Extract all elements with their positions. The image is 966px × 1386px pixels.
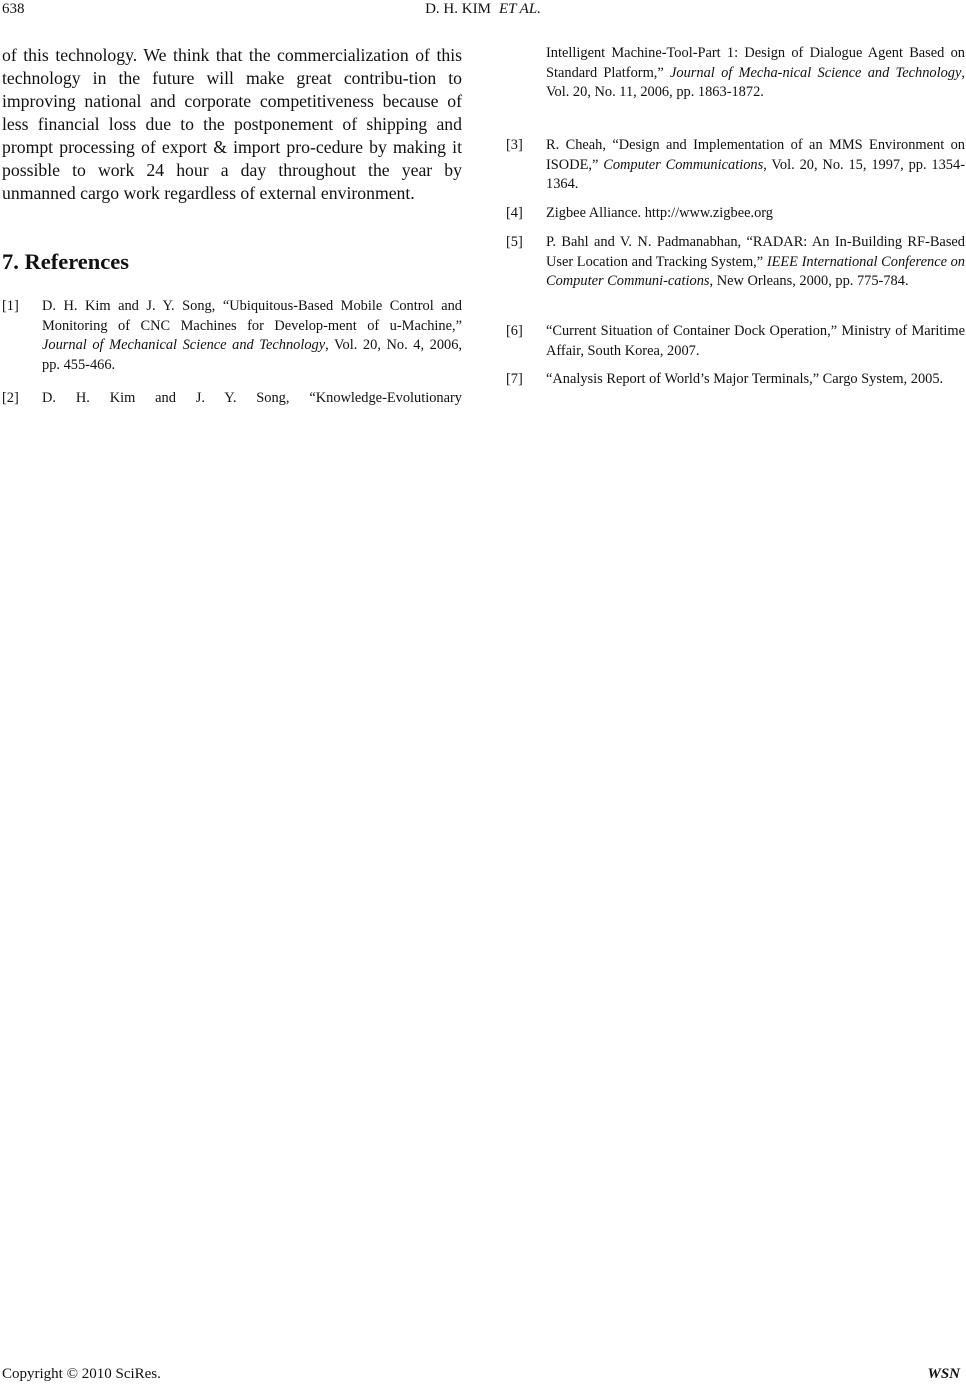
reference-text: “Current Situation of Container Dock Operation,” Ministry of Maritime Affair, South Korea, 2007. [546, 323, 965, 359]
page-number: 638 [2, 1, 25, 17]
reference-2-start [2, 389, 462, 411]
reference-details: , Vol. 20, No. 4, 2006, pp. 455-466. [42, 337, 462, 373]
reference-number: [3] [506, 137, 523, 153]
running-head-authors: D. H. KIM [425, 1, 491, 17]
reference-number: [5] [506, 234, 523, 250]
reference-4 [506, 204, 965, 226]
reference-title-cont: Intelligent Machine-Tool-Part 1: Design of Dialogue Agent Based on Standard Platform,” [546, 45, 965, 81]
body-paragraph: of this technology. We think that the commercialization of this technology in the future will make great contribu-tion to improving national and corporate competitiveness because of less financial loss due to the postponement of shipping and prompt processing of export & import pro-cedure by making it possible to work 24 hour a day throughout the year by unmanned cargo work regardless of external environment. [2, 45, 462, 203]
reference-details: , Vol. 20, No. 15, 1997, pp. 1354-1364. [546, 156, 965, 192]
reference-text [42, 297, 462, 375]
reference-text [546, 136, 965, 195]
running-head-et-al: ET AL. [498, 1, 541, 17]
reference-3 [506, 136, 965, 198]
reference-details: , Vol. 20, No. 11, 2006, pp. 1863-1872. [546, 64, 965, 100]
running-head [0, 1, 966, 18]
reference-text: Zigbee Alliance. http://www.zigbee.org [546, 205, 773, 221]
reference-journal: IEEE International Conference on Computer Communi-cations [546, 253, 966, 289]
reference-authors-title: D. H. Kim and J. Y. Song, “Ubiquitous-Based Mobile Control and Monitoring of CNC Machines for Develop-ment of u-Machine,” [42, 298, 462, 334]
section-title: 7. References [2, 249, 130, 274]
reference-text [546, 233, 965, 292]
reference-number: [1] [2, 298, 19, 314]
reference-number: [2] [2, 390, 19, 406]
reference-text [546, 44, 965, 103]
reference-number: [7] [506, 371, 523, 387]
reference-journal: Journal of Mecha-nical Science and Technology [670, 64, 962, 81]
reference-1 [2, 297, 462, 377]
footer-journal-abbrev: WSN [927, 1366, 960, 1382]
reference-journal: Computer Communications [603, 156, 764, 173]
reference-number: [4] [506, 205, 523, 221]
reference-6 [506, 322, 965, 364]
reference-details: , New Orleans, 2000, pp. 775-784. [709, 273, 909, 289]
reference-2-continued [506, 44, 965, 124]
reference-authors-title: R. Cheah, “Design and Implementation of an MMS Environment on ISODE,” [546, 137, 965, 173]
footer-copyright: Copyright © 2010 SciRes. [2, 1366, 161, 1382]
reference-journal: Journal of Mechanical Science and Technology [42, 337, 326, 353]
reference-number: [6] [506, 323, 523, 339]
reference-text: D. H. Kim and J. Y. Song, “Knowledge-Evolutionary [42, 390, 462, 406]
reference-text: “Analysis Report of World’s Major Terminals,” Cargo System, 2005. [546, 371, 944, 387]
reference-authors-title: P. Bahl and V. N. Padmanabhan, “RADAR: An In-Building RF-Based User Location and Tracking System,” [546, 234, 965, 270]
reference-7 [506, 370, 965, 412]
reference-5 [506, 233, 965, 313]
